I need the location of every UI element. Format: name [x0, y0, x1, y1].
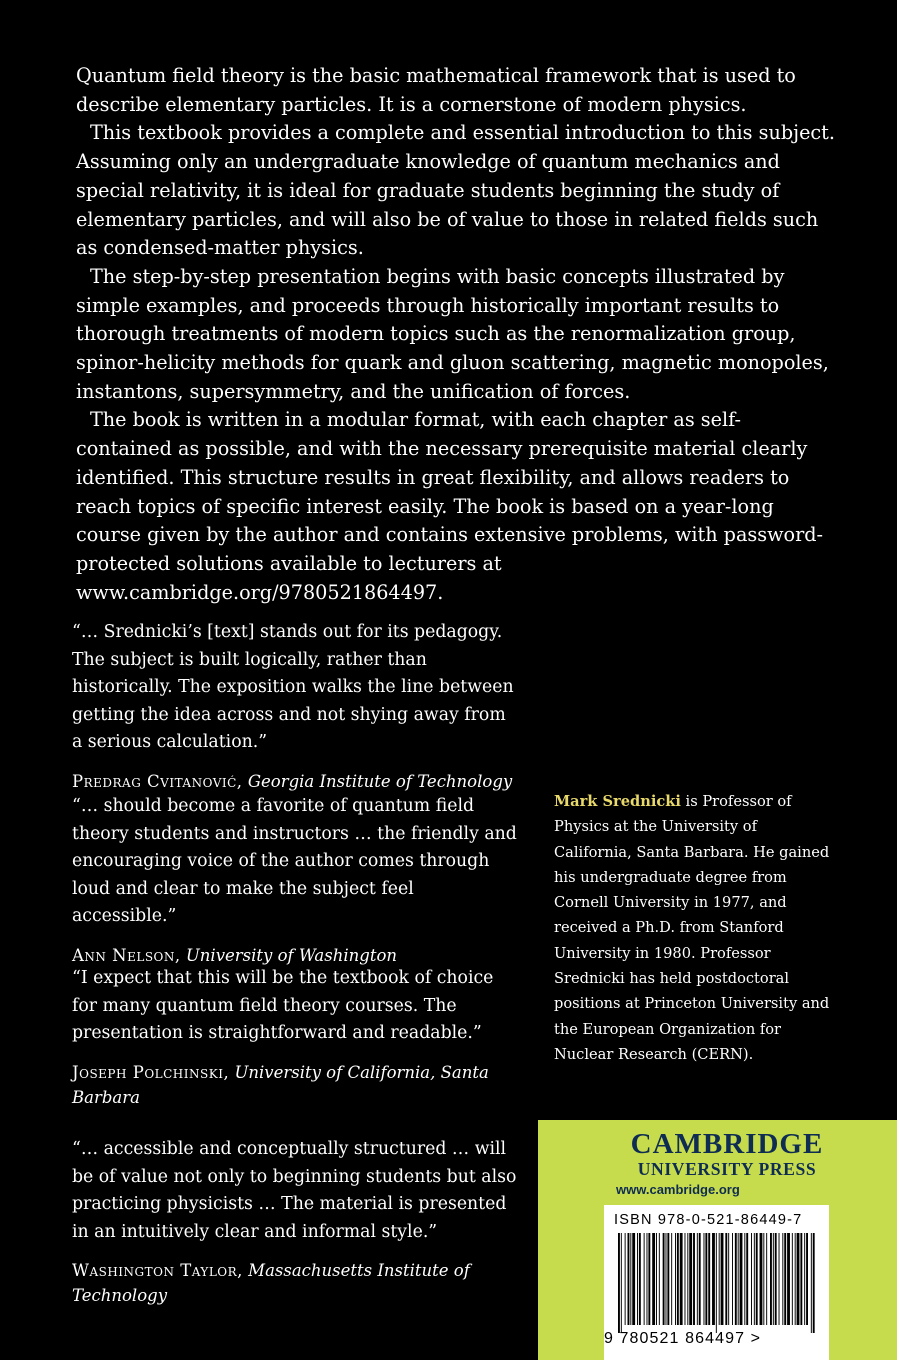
reviewer-name: Washington Taylor,	[72, 1261, 243, 1280]
reviewer-institution: Georgia Institute of Technology	[247, 771, 513, 791]
quote-attribution	[72, 769, 520, 794]
reviewer-name: Joseph Polchinski,	[72, 1062, 230, 1082]
quote-attribution	[72, 1060, 520, 1110]
quote-attribution	[72, 943, 520, 968]
reviewer-institution: University of California, Santa Barbara	[72, 1062, 489, 1107]
description-paragraph: The step-by-step presentation begins with basic concepts illustrated by simple examples, and proceeds through historically important results to thorough treatments of modern topics such as the renormalization group, spinor-helicity methods for quark and gluon scattering, magnetic monopoles, instantons, supersymmetry, and the unification of forces.	[76, 264, 829, 403]
review-quote	[72, 793, 520, 968]
quote-text: “… Srednicki’s [text] stands out for its pedagogy. The subject is built logically, rather than historically. The exposition walks the line between getting the idea across and not shying away from a serious calculation.”	[72, 622, 514, 752]
review-quote	[72, 619, 520, 794]
description-paragraph: This textbook provides a complete and essential introduction to this subject. Assuming only an undergraduate knowledge of quantum mechanics and special relativity, it is ideal for graduate students beginning the study of elementary particles, and will also be of value to those in related fields such as condensed-matter physics.	[76, 121, 835, 260]
book-description	[76, 62, 836, 607]
isbn-text: ISBN 978-0-521-86449-7	[614, 1212, 803, 1228]
barcode-digits: 9 780521 864497 >	[604, 1330, 762, 1347]
publisher-url: www.cambridge.org	[616, 1182, 740, 1197]
reviewer-institution: Massachusetts Institute of Technology	[72, 1261, 470, 1305]
reviewer-institution: University of Washington	[185, 945, 398, 965]
description-paragraph: Quantum field theory is the basic mathematical framework that is used to describe elementary particles. It is a cornerstone of modern physics.	[76, 64, 796, 116]
reviewer-name: Ann Nelson,	[72, 945, 181, 965]
publisher-logo-subtitle: UNIVERSITY PRESS	[637, 1159, 817, 1179]
quote-text: “I expect that this will be the textbook of choice for many quantum field theory courses. The presentation is straightforward and readable.”	[72, 968, 494, 1043]
author-bio	[554, 789, 832, 1067]
barcode-icon	[616, 1233, 816, 1333]
publisher-logo-name: CAMBRIDGE	[630, 1128, 824, 1160]
review-quote	[72, 1136, 520, 1308]
quote-attribution	[72, 1258, 520, 1308]
publisher-panel	[538, 1120, 897, 1360]
description-paragraph: The book is written in a modular format, with each chapter as self-contained as possible, and with the necessary prerequisite material clearly identified. This structure results in great flexibility, and allows readers to reach topics of specific interest easily. The book is based on a year-long course given by the author and contains extensive problems, with password-protected solutions available to lecturers at www.cambridge.org/9780521864497.	[76, 408, 824, 604]
author-bio-text: is Professor of Physics at the University of California, Santa Barbara. He gained his undergraduate degree from Cornell University in 1977, and received a Ph.D. from Stanford University in 1980. Professor Srednicki has held postdoctoral positions at Princeton University and the European Organization for Nuclear Research (CERN).	[554, 793, 830, 1063]
barcode-label	[604, 1205, 829, 1360]
quote-text: “… should become a favorite of quantum field theory students and instructors … the friendly and encouraging voice of the author comes through loud and clear to make the subject feel accessible.”	[72, 796, 517, 926]
author-name: Mark Srednicki	[554, 793, 681, 810]
reviewer-name: Predrag Cvitanović,	[72, 771, 243, 791]
quote-text: “… accessible and conceptually structured … will be of value not only to beginning students but also practicing physicists … The material is presented in an intuitively clear and informal style.”	[72, 1139, 517, 1242]
review-quote	[72, 965, 520, 1110]
